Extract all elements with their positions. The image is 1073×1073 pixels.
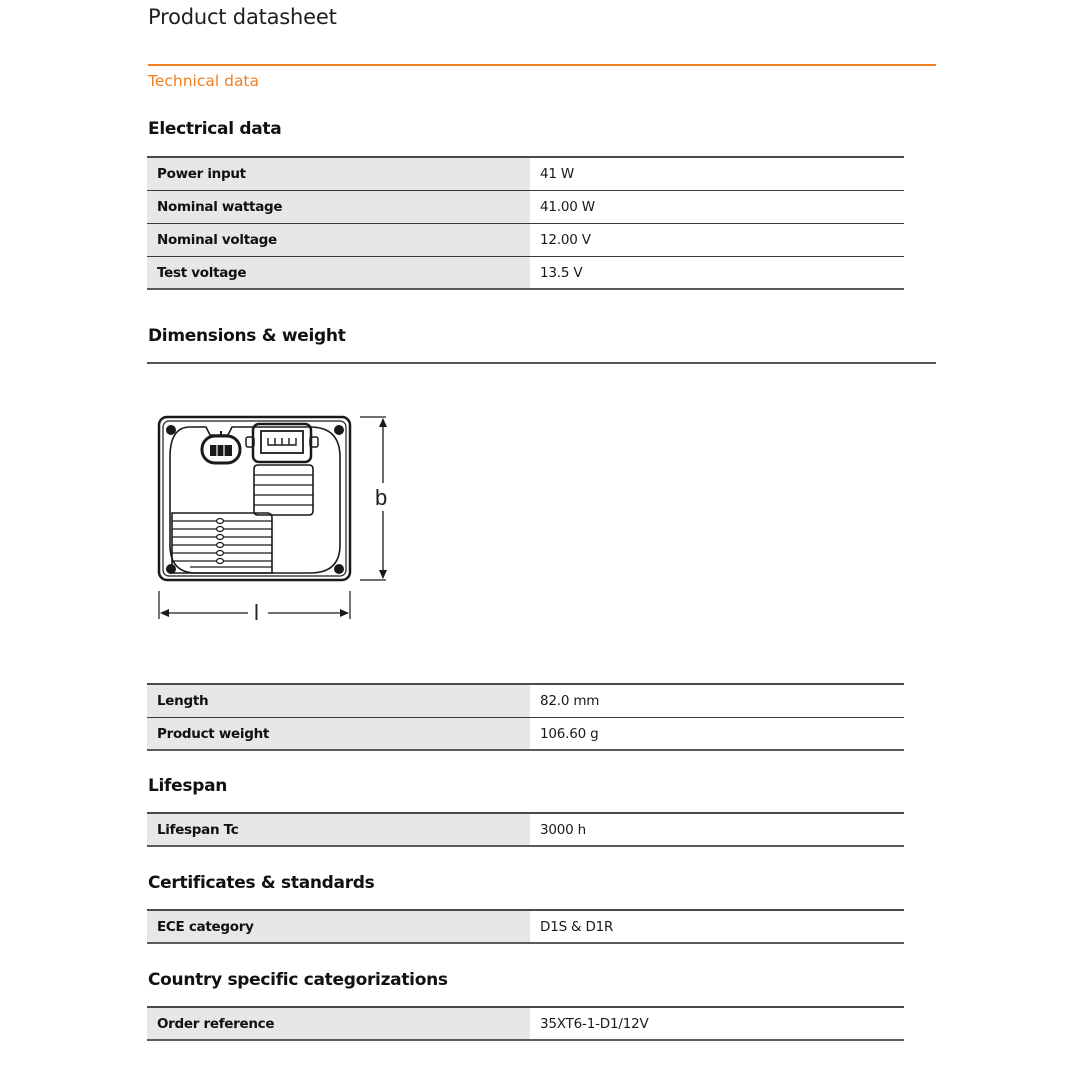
height-dimension-label: b — [375, 485, 388, 510]
row-value: 106.60 g — [540, 725, 599, 742]
dimensions-table — [147, 683, 904, 751]
row-label: Test voltage — [147, 257, 530, 288]
row-value: 82.0 mm — [540, 693, 600, 709]
row-label: Order reference — [147, 1008, 530, 1039]
lifespan-table — [147, 812, 904, 847]
table-row — [147, 1008, 904, 1041]
length-dimension-label: l — [254, 600, 259, 625]
table-row — [147, 718, 904, 751]
country-heading: Country specific categorizations — [148, 970, 448, 990]
row-value: 41 W — [540, 166, 575, 182]
table-row — [147, 685, 904, 718]
row-value: D1S & D1R — [540, 918, 614, 935]
ballast-dimension-drawing-icon — [150, 405, 400, 630]
table-row — [147, 814, 904, 847]
row-label: Nominal wattage — [147, 191, 530, 223]
accent-divider — [148, 64, 936, 66]
table-row — [147, 911, 904, 944]
row-label: Product weight — [147, 718, 530, 749]
electrical-heading: Electrical data — [148, 119, 282, 139]
row-label: ECE category — [147, 911, 530, 942]
table-row — [147, 191, 904, 224]
country-table — [147, 1006, 904, 1041]
lifespan-heading: Lifespan — [148, 776, 228, 796]
row-label: Length — [147, 685, 530, 717]
row-value: 3000 h — [540, 821, 587, 838]
certificates-heading: Certificates & standards — [148, 873, 375, 893]
electrical-table — [147, 156, 904, 290]
page-title: Product datasheet — [148, 5, 337, 29]
table-row — [147, 158, 904, 191]
row-label: Nominal voltage — [147, 224, 530, 256]
row-label: Power input — [147, 158, 530, 190]
certificates-table — [147, 909, 904, 944]
row-label: Lifespan Tc — [147, 814, 530, 845]
row-value: 13.5 V — [540, 264, 583, 281]
table-row — [147, 224, 904, 257]
row-value: 41.00 W — [540, 199, 595, 215]
dimensions-heading: Dimensions & weight — [148, 326, 346, 346]
row-value: 35XT6-1-D1/12V — [540, 1015, 649, 1032]
row-value: 12.00 V — [540, 232, 591, 248]
table-row — [147, 257, 904, 290]
section-divider — [147, 362, 936, 364]
section-kicker: Technical data — [148, 72, 260, 90]
